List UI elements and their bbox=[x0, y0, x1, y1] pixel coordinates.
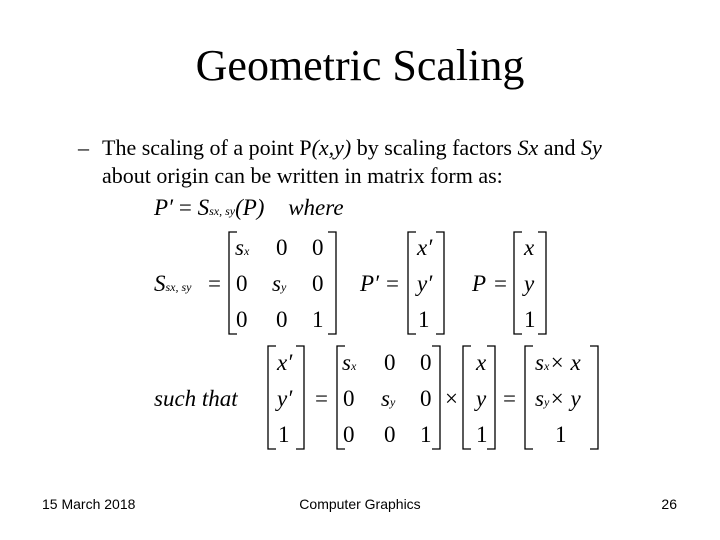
matrix-cell: 1 bbox=[420, 422, 432, 447]
result-cell bbox=[535, 387, 581, 410]
p-prime-lhs: P′ bbox=[360, 271, 380, 296]
vector-cell: x bbox=[524, 235, 535, 260]
s-subscript: sx, sy bbox=[165, 280, 192, 294]
vector-cell: x′ bbox=[277, 350, 293, 375]
footer-title: Computer Graphics bbox=[299, 496, 421, 512]
footer-date: 15 March 2018 bbox=[42, 496, 136, 512]
vector-cell: y′ bbox=[277, 386, 293, 411]
result-cell: 1 bbox=[555, 422, 567, 447]
vector-cell: y bbox=[476, 386, 487, 411]
s-symbol: s bbox=[535, 386, 544, 411]
bullet-line-2: about origin can be written in matrix form as: bbox=[102, 163, 503, 188]
matrix-cell: 0 bbox=[276, 235, 288, 260]
where-label: where bbox=[288, 195, 344, 220]
point-coords: (x,y) bbox=[311, 135, 352, 160]
vector-cell: 1 bbox=[278, 422, 290, 447]
matrix-cell bbox=[235, 236, 249, 259]
matrix-cell bbox=[342, 351, 356, 374]
equals-sign: = bbox=[386, 271, 399, 296]
vector-cell: x′ bbox=[417, 235, 433, 260]
vector-cell: 1 bbox=[476, 422, 488, 447]
matrix-cell: 0 bbox=[384, 350, 396, 375]
equals-sign: = bbox=[315, 386, 328, 411]
equals-sign: = bbox=[503, 386, 516, 411]
matrix-cell bbox=[272, 272, 286, 295]
matrix-cell: 1 bbox=[312, 307, 324, 332]
y-subscript: y bbox=[389, 395, 396, 409]
vector-cell: x bbox=[476, 350, 487, 375]
result-tail: × y bbox=[549, 386, 581, 411]
times-sign: × bbox=[445, 386, 458, 411]
matrix-cell: 0 bbox=[312, 271, 324, 296]
s-symbol: s bbox=[342, 350, 351, 375]
matrix-cell: 0 bbox=[276, 307, 288, 332]
matrix-cell: 0 bbox=[343, 386, 355, 411]
vector-cell: 1 bbox=[418, 307, 430, 332]
matrix-cell: 0 bbox=[384, 422, 396, 447]
page-number: 26 bbox=[661, 496, 677, 512]
y-subscript: y bbox=[543, 395, 550, 409]
matrix-cell: 0 bbox=[312, 235, 324, 260]
equals-sign: = bbox=[208, 271, 221, 296]
y-subscript: y bbox=[280, 280, 287, 294]
matrix-cell: 0 bbox=[420, 386, 432, 411]
x-subscript: x bbox=[243, 244, 250, 258]
matrix-cell: 0 bbox=[420, 350, 432, 375]
slide-title: Geometric Scaling bbox=[195, 41, 525, 90]
s-symbol: s bbox=[535, 350, 544, 375]
matrix-cell bbox=[381, 387, 395, 410]
x-subscript: x bbox=[350, 359, 357, 373]
vector-cell: 1 bbox=[524, 307, 536, 332]
s-symbol: S bbox=[197, 195, 210, 220]
result-tail: × x bbox=[549, 350, 581, 375]
bullet-dash: – bbox=[78, 135, 89, 160]
matrix-cell: 0 bbox=[236, 307, 248, 332]
p-lhs: P bbox=[472, 271, 487, 296]
s-symbol: s bbox=[381, 386, 390, 411]
x-subscript: x bbox=[543, 359, 550, 373]
such-that-label: such that bbox=[154, 386, 238, 411]
vector-cell: y′ bbox=[417, 271, 433, 296]
equals-sign: = bbox=[494, 271, 507, 296]
s-symbol: s bbox=[272, 271, 281, 296]
bullet-text-part: by scaling factors bbox=[351, 135, 518, 160]
p-prime: P′ bbox=[154, 195, 174, 220]
bullet-text-part: and bbox=[538, 135, 581, 160]
vector-cell: y bbox=[524, 271, 535, 296]
result-cell bbox=[535, 351, 581, 374]
equals-sign: = bbox=[178, 195, 192, 220]
bullet-text-part: The scaling of a point P bbox=[102, 135, 312, 160]
sy-label: Sy bbox=[580, 135, 602, 160]
sx-label: Sx bbox=[517, 135, 539, 160]
matrix-cell: 0 bbox=[343, 422, 355, 447]
paren-p: (P) bbox=[235, 195, 265, 220]
scaling-matrix-lhs bbox=[154, 272, 192, 295]
s-symbol: s bbox=[235, 235, 244, 260]
s-symbol: S bbox=[154, 271, 166, 296]
s-subscript: sx, sy bbox=[209, 204, 236, 218]
matrix-cell: 0 bbox=[236, 271, 248, 296]
